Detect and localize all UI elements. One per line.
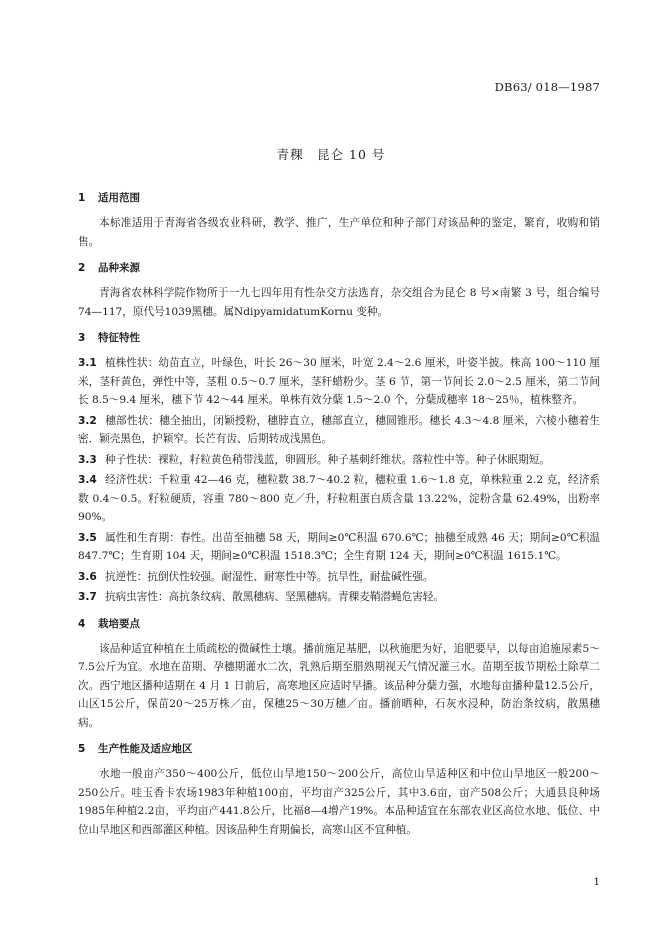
clause-3-5: 3.5 属性和生育期：春性。出苗至抽穗 58 天，期间≥0℃积温 670.6℃；抽穗至成熟 46 天；期间≥0℃积温 847.7℃；生育期 104 天，期间≥0℃积温 1518.3℃；全生育期 124 天，期间≥0℃积温 1615.1℃。: [78, 531, 600, 562]
section-heading: 1 适用范围: [78, 192, 140, 204]
section-1: [78, 190, 600, 251]
section-5: [78, 741, 600, 839]
section-heading: 5 生产性能及适应地区: [78, 743, 193, 755]
section-paragraph: 青海省农林科学院作物所于一九七四年用有性杂交方法选育，杂交组合为昆仑 8 号×南繁 3 号，组合编号74—117，原代号1039黑穗。属NdipyamidatumKornu 变种。: [78, 287, 600, 318]
clause-3-6: 3.6 抗逆性：抗倒伏性较强。耐湿性、耐寒性中等。抗旱性，耐盐碱性强。: [78, 570, 434, 583]
document-title: 青稞 昆仑 10 号: [276, 147, 386, 162]
section-paragraph: 本标准适用于青海省各级农业科研，教学、推广，生产单位和种子部门对该品种的鉴定，繁育，收购和销售。: [78, 217, 600, 248]
section-2: [78, 260, 600, 321]
clause-3-1: 3.1 植株性状：幼苗直立，叶绿色，叶长 26～30 厘米，叶宽 2.4～2.6 厘米，叶姿半披。株高 100～110 厘米，茎秆黄色，弹性中等，茎粗 0.5～0.7 厘米，茎秆蜡粉少。茎 6 节，第一节间长 2.0～2.5 厘米，第二节间长 8.5～9.4 厘米，穗下节 42～44 厘米。单株有效分蘖 1.5～2.0 个，分蘖成穗率 18～25％，植株整齐。: [78, 357, 600, 406]
standard-number: DB63/ 018—1987: [494, 80, 600, 94]
section-3: [78, 330, 600, 607]
section-4: [78, 616, 600, 733]
document-body: [78, 190, 600, 848]
clause-3-7: 3.7 抗病虫害性：高抗条纹病、散黑穗病、坚黑穗病。青稞麦鞘潜蝇危害轻。: [78, 591, 444, 603]
page-number: 1: [593, 876, 600, 888]
section-heading: 4 栽培要点: [78, 617, 140, 630]
section-heading: 2 品种来源: [78, 262, 140, 274]
section-heading: 3 特征特性: [78, 332, 140, 344]
section-paragraph: 水地一般亩产350～400公斤，低位山旱地150～200公斤，高位山旱适种区和中位山旱地区一般200～250公斤。哇玉香卡农场1983年种植100亩，平均亩产325公斤，其中3.6亩，亩产508公斤；大通县良种场1985年种植2.2亩，平均亩产441.8公斤，比福8—4增产19%。本品种适宜在东部农业区高位水地、低位、中位山旱地区和西部灌区种植。因该品种生育期偏长，高寒山区不宜种植。: [78, 768, 600, 836]
section-paragraph: 该品种适宜种植在土质疏松的微碱性土壤。播前施足基肥，以秋施肥为好，追肥要早，以每亩追施尿素5～7.5公斤为宜。水地在苗期、孕穗期灌水二次，乳熟后期至腊熟期视天气情况灌三水。苗期至拔节期松土除草二次。西宁地区播种适期在 4 月 1 日前后，高寒地区应适时早播。该品种分蘖力强，水地每亩播种量12.5公斤，山区15公斤，保苗20～25万株／亩，保穗25～30万穗／亩。播前晒种，石灰水浸种，防治条纹病，散黑穗病。: [78, 642, 600, 729]
clause-3-3: 3.3 种子性状：裸粒，籽粒黄色稍带浅蓝，卵圆形。种子基刺纤维状。落粒性中等。种子休眠期短。: [78, 453, 550, 466]
clause-3-2: 3.2 穗部性状：穗全抽出，闭颖授粉，穗脖直立，穗部直立，穗圆锥形。穗长 4.3～4.8 厘米，六棱小穗着生密．颖壳黑色，护颖窄。长芒有齿、后期转成浅黑色。: [78, 414, 600, 445]
clause-3-4: 3.4 经济性状：千粒重 42—46 克，穗粒数 38.7～40.2 粒，穗粒重 1.6～1.8 克，单株粒重 2.2 克，经济系数 0.4～0.5。籽粒硬质，容重 780～800 克／升，籽粒粗蛋白质含量 13.22%，淀粉含量 62.49%，出粉率 90%。: [78, 474, 600, 523]
